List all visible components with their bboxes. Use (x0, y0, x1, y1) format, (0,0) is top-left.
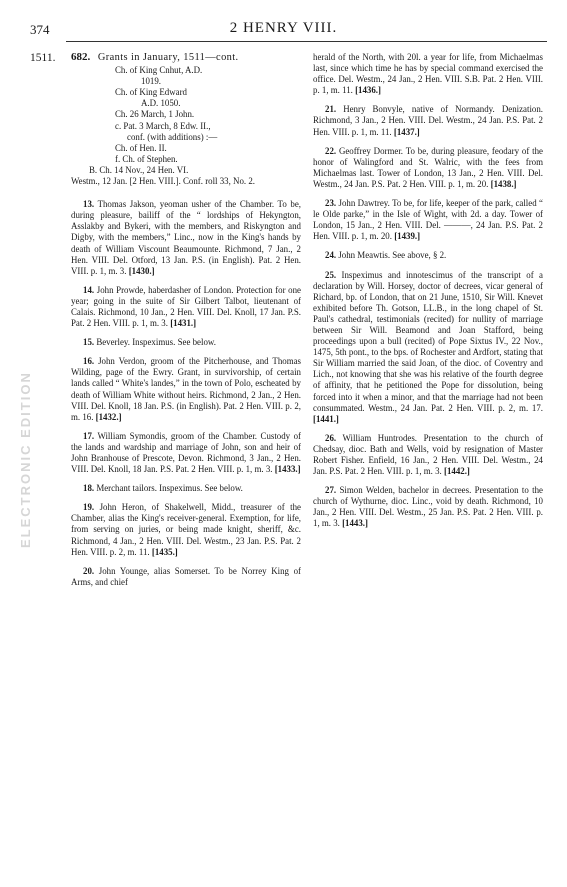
continuation-line: A.D. 1050. (141, 98, 181, 109)
entry-19: 19. John Heron, of Shakelwell, Midd., treasurer of the Chamber, alias the King's receiver-general. Exemption, for life, from serving on juries, or being made knight, sheriff, &c. Richmond, 4 Jan., 2 Hen. VIII. Del. Westm., 23 Jan. P.S. Pat. 2 Hen. VIII. p. 2, m. 11. [1435.] (71, 502, 301, 557)
entry-17: 17. William Symondis, groom of the Chamber. Custody of the lands and wardship and marriage of John, son and heir of John Branhouse of Prescote, Devon. Richmond, 3 Jan., 2 Hen. VIII. Del. Knoll, 18 Jan. P.S. Pat. 2 Hen. VIII. p. 1, m. 3. [1433.] (71, 430, 301, 475)
entry-26: 26. William Huntrodes. Presentation to the church of Chedsay, dioc. Bath and Wells, void by resignation of Master Robert Fisher. Enfield, 16 Jan., 2 Hen. VIII. Del. Westm., 24 Jan. P.S. Pat. 2 Hen. VIII. p. 1, m. 3. [1442.] (313, 432, 544, 477)
entry-24: 24. John Meawtis. See above, § 2. (325, 250, 447, 261)
entry-21: 21. Henry Bonvyle, native of Normandy. Denization. Richmond, 3 Jan., 2 Hen. VIII. Del. Westm., 24 Jan. P.S. Pat. 2 Hen. VIII. p. 1, m. 11. [1437.] (313, 104, 544, 137)
continuation-line: f. Ch. of Stephen. (115, 153, 178, 164)
continuation-line: 1019. (141, 76, 161, 87)
right-column (313, 52, 543, 538)
section-title: Grants in January, 1511—cont. (97, 52, 239, 63)
watermark-stamp: ELECTRONIC EDITION (18, 371, 33, 549)
continuation-line: conf. (with additions) :— (127, 131, 218, 142)
continuation-line: Ch. of King Edward (115, 87, 187, 98)
continuation-line: Ch. of Hen. II. (115, 142, 167, 153)
entry-22: 22. Geoffrey Dormer. To be, during pleasure, feodary of the honor of Walingford and St. Walric, with the fees from Michaelmas last. Tower of London, 13 Jan., 2 Hen. VIII. Del. Westm., 24 Jan. P.S. Pat. 2 Hen. VIII. p. 1, m. 20. [1438.] (313, 145, 543, 189)
continuation-line: Ch. 26 March, 1 John. (115, 109, 195, 120)
entry-20-cont: herald of the North, with 20l. a year for life, from Michaelmas last, since which time he has by special command exercised the office. Del. Westm., 24 Jan., 2 Hen. VIII. S.B. Pat. 2 Hen. VIII. p. 1, m. 11. [1436.] (313, 52, 543, 96)
continuation-line: B. Ch. 14 Nov., 24 Hen. VI. (89, 164, 189, 175)
continuation-line: Ch. of King Cnhut, A.D. (115, 65, 203, 76)
section-number: 682. (71, 51, 91, 63)
entry-15: 15. Beverley. Inspeximus. See below. (83, 337, 216, 348)
margin-year: 1511. (30, 52, 56, 64)
page-number: 374 (30, 22, 50, 37)
continuation-line: Westm., 12 Jan. [2 Hen. VIII.]. Conf. roll 33, No. 2. (71, 176, 255, 187)
entry-18: 18. Merchant tailors. Inspeximus. See below. (83, 483, 243, 494)
entry-14: 14. John Prowde, haberdasher of London. Protection for one year; going in the suite of Sir Gilbert Talbot, lieutenant of Calais. Richmond, 10 Jan., 2 Hen. VIII. Del. Knoll, 17 Jan. P.S. Pat. 2 Hen. VIII. p. 1, m. 3. [1431.] (71, 284, 301, 329)
entry-13: 13. Thomas Jakson, yeoman usher of the Chamber. To be, during pleasure, bailiff of the “ lordships of Hekyngton, Asslakby and Bykeri, with the members, and Riskyngton and Digby, with the members,” Linc., now in the King's hands by death of William Viscount Beaumounte. Richmond, 7 Jan., 2 Hen. VIII. Del. Otford, 13 Jan. P.S. (in English). Pat. 2 Hen. VIII. p. 1, m. 3. [1430.] (71, 199, 301, 276)
entry-27: 27. Simon Welden, bachelor in decrees. Presentation to the church of Wythurne, dioc. Linc., void by death. Richmond, 10 Jan., 2 Hen. VIII. Del. Westm., 25 Jan. P.S. Pat. 2 Hen. VIII. p. 1, m. 3. [1443.] (313, 485, 543, 529)
running-head: 2 HENRY VIII. (229, 20, 338, 36)
entry-20: 20. John Younge, alias Somerset. To be Norrey King of Arms, and chief (71, 565, 302, 587)
section-heading (71, 52, 301, 63)
left-column (71, 52, 301, 596)
continuation-line: c. Pat. 3 March, 8 Edw. II., (115, 120, 211, 131)
entry-25: 25. Inspeximus and innotescimus of the transcript of a declaration by Will. Horsey, doctor of decrees, vicar general of Richard, bp. of London, that on 21 June, 1510, Sir Will. Knevet exhibited before Th. Gotson, LL.B., in the long chapel of St. Paul's cathedral, testimonials (recited) for nullity of marriage between Sir Will. Beamond and Joan Stafford, being proceedings upon a bull (recited) of Pope Sixtus IV., 22 Nov., 1475, 5th pont., to the bps. of Rochester and Ardfort, stating that Sir William married the said Joan, of the dioc. of Coventry and Lich., not knowing that she was his relative of the fourth degree of affinity, that he petitioned the Pope for dissolution, being forced into it when a minor, and that the marriage had not been consummated. Westm., 24 Jan. Pat. 2 Hen. VIII. p. 2, m. 17. [1441.] (313, 269, 543, 424)
header-rule (66, 41, 547, 42)
continuation-block (71, 65, 301, 165)
entry-16: 16. John Verdon, groom of the Pitcherhouse, and Thomas Wilding, page of the Ewry. Grant, in survivorship, of certain lands called “ White's landes,” in the town of Polo, escheated by death of William White without heirs. Richmond, 2 Jan., 2 Hen. VIII. Del. Knoll, 18 Jan. P.S. (in English). Pat. 2 Hen. VIII. p. 2, m. 16. [1432.] (71, 356, 302, 422)
entry-23: 23. John Dawtrey. To be, for life, keeper of the park, called “ le Olde parke,” in the Isle of Wight, with 2d. a day. Tower of London, 15 Jan., 2 Hen. VIII. Del. ———, 24 Jan. P.S. Pat. 2 Hen. VIII. p. 1, m. 20. [1439.] (313, 198, 543, 242)
